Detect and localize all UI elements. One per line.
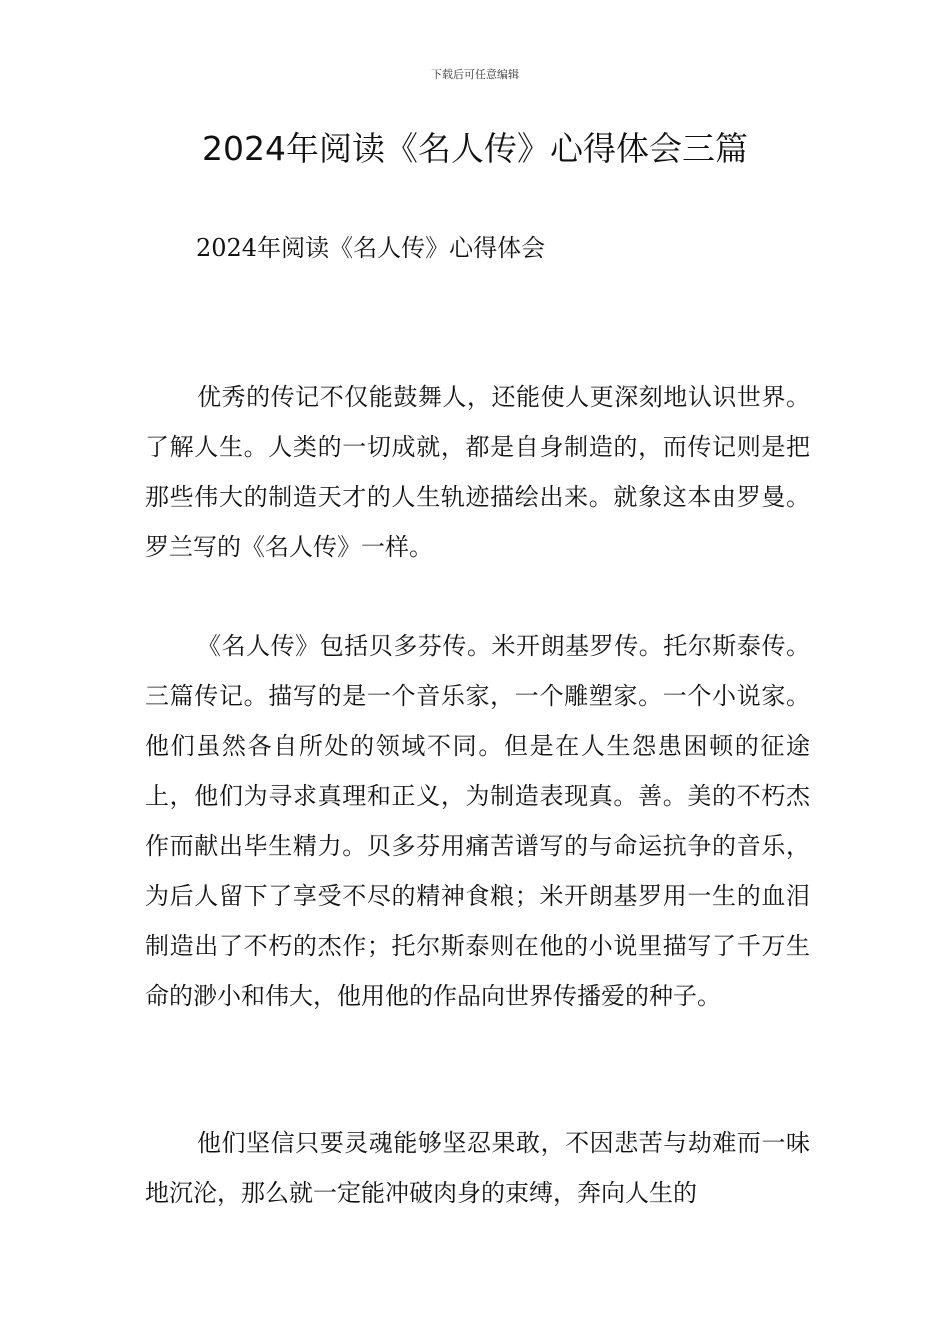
document-title: 2024年阅读《名人传》心得体会三篇 bbox=[202, 129, 748, 168]
body-paragraph-1: 优秀的传记不仅能鼓舞人，还能使人更深刻地认识世界。了解人生。人类的一切成就，都是自身制造的，而传记则是把那些伟大的制造天才的人生轨迹描绘出来。就象这本由罗曼。罗兰写的《名人传》一样。 bbox=[145, 383, 810, 561]
document-subtitle: 2024年阅读《名人传》心得体会 bbox=[196, 234, 546, 262]
body-paragraph-3: 他们坚信只要灵魂能够坚忍果敢，不因悲苦与劫难而一味地沉沦，那么就一定能冲破肉身的束缚，奔向人生的 bbox=[145, 1129, 810, 1207]
page-header-note: 下载后可任意编辑 bbox=[431, 68, 519, 81]
body-paragraph-2: 《名人传》包括贝多芬传。米开朗基罗传。托尔斯泰传。三篇传记。描写的是一个音乐家，一个雕塑家。一个小说家。他们虽然各自所处的领域不同。但是在人生怨患困顿的征途上，他们为寻求真理和正义，为制造表现真。善。美的不朽杰作而献出毕生精力。贝多芬用痛苦谱写的与命运抗争的音乐，为后人留下了享受不尽的精神食粮；米开朗基罗用一生的血泪制造出了不朽的杰作；托尔斯泰则在他的小说里描写了千万生命的渺小和伟大，他用他的作品向世界传播爱的种子。 bbox=[145, 632, 810, 1010]
